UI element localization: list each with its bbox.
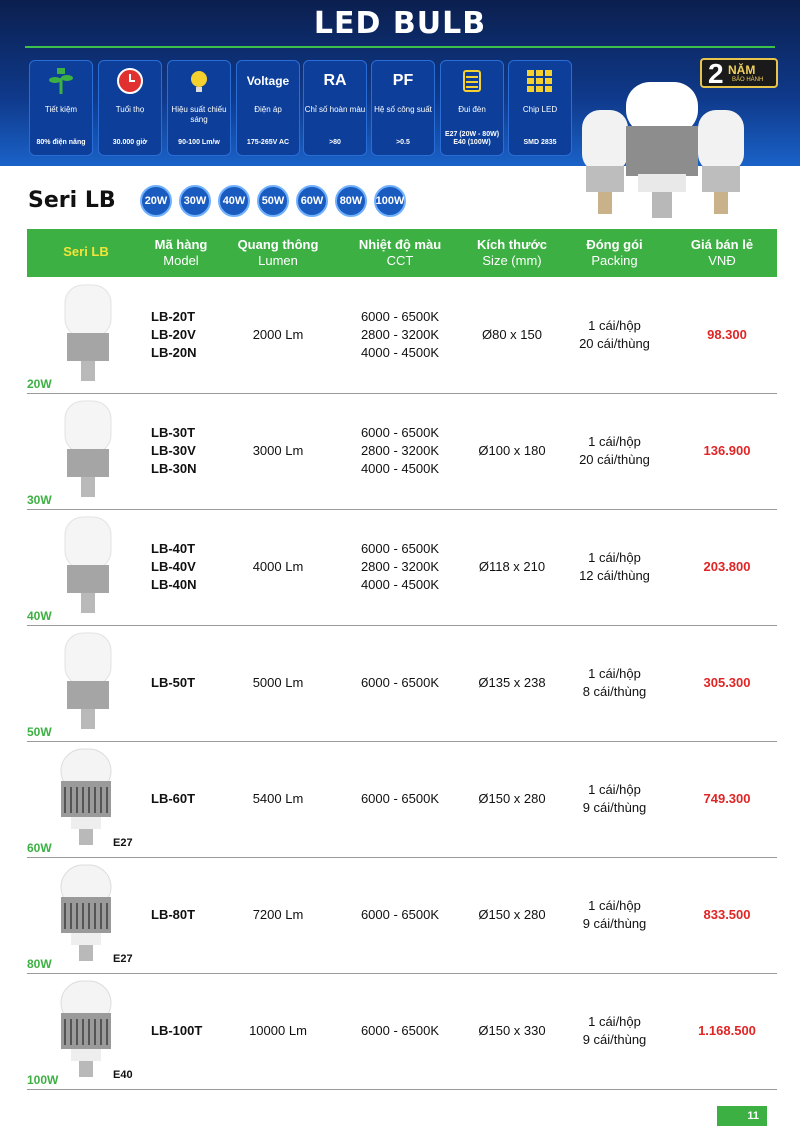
table-header <box>27 229 777 277</box>
price-cell: 1.168.500 <box>698 1023 756 1038</box>
feature-plant-plug <box>29 60 93 156</box>
cct-cell: 6000 - 6500K <box>360 791 440 806</box>
lumen-cell: 2000 Lm <box>252 327 304 342</box>
feature-pf <box>371 60 435 156</box>
table-row <box>27 625 777 742</box>
bulb-image <box>55 747 125 851</box>
col-header-size: Kích thước Size (mm) <box>477 237 547 268</box>
feature-value: >0.5 <box>396 139 410 146</box>
row-wattage-label: 100W <box>27 1073 59 1087</box>
table-row <box>27 277 777 394</box>
feature-label: Hiệu suất chiếu sáng <box>171 105 227 124</box>
feature-chip <box>508 60 572 156</box>
warranty-subtitle: BẢO HÀNH <box>732 77 764 83</box>
model-cell: LB-50T <box>151 675 196 690</box>
table-row <box>27 973 777 1090</box>
table-row <box>27 857 777 974</box>
row-wattage-label: 20W <box>27 377 52 391</box>
cct-cell: 6000 - 6500K 2800 - 3200K 4000 - 4500K <box>360 309 440 360</box>
lumen-cell: 5000 Lm <box>252 675 304 690</box>
pf-icon: PF <box>392 72 414 89</box>
bulb-image <box>55 631 125 735</box>
feature-bulb <box>167 60 231 156</box>
socket-base-label: E40 <box>113 1069 133 1081</box>
wattage-badge-60w: 60W <box>296 185 328 217</box>
page-number: 11 <box>717 1106 767 1126</box>
price-cell: 833.500 <box>703 907 751 922</box>
feature-label: Tiết kiệm <box>44 105 78 114</box>
size-cell: Ø150 x 330 <box>478 1023 546 1038</box>
feature-value: 30.000 giờ <box>112 139 148 146</box>
bulb-icon <box>168 61 230 101</box>
ra-icon: RA <box>323 72 347 89</box>
feature-value: >80 <box>329 139 341 146</box>
price-cell: 749.300 <box>703 791 751 806</box>
price-cell: 203.800 <box>703 559 751 574</box>
feature-value: 90-100 Lm/w <box>178 139 220 146</box>
model-cell: LB-30T LB-30V LB-30N <box>151 425 197 476</box>
size-cell: Ø135 x 238 <box>478 675 546 690</box>
cct-cell: 6000 - 6500K <box>360 675 440 690</box>
size-cell: Ø118 x 210 <box>478 559 546 574</box>
feature-value: SMD 2835 <box>523 139 557 146</box>
size-cell: Ø80 x 150 <box>482 327 542 342</box>
lumen-cell: 7200 Lm <box>252 907 304 922</box>
cct-cell: 6000 - 6500K 2800 - 3200K 4000 - 4500K <box>360 541 440 592</box>
price-cell: 305.300 <box>703 675 751 690</box>
warranty-number: 2 <box>708 58 724 89</box>
cct-cell: 6000 - 6500K <box>360 907 440 922</box>
cct-cell: 6000 - 6500K 2800 - 3200K 4000 - 4500K <box>360 425 440 476</box>
bulb-image <box>55 283 125 387</box>
page-title: LED BULB <box>313 6 487 41</box>
series-title: Seri LB <box>28 188 116 213</box>
warranty-title: NĂM <box>728 63 756 77</box>
chip-icon <box>509 61 571 101</box>
wattage-badge-40w: 40W <box>218 185 250 217</box>
col-header-cct: Nhiệt độ màu CCT <box>358 237 442 268</box>
price-cell: 98.300 <box>707 327 747 342</box>
wattage-badge-30w: 30W <box>179 185 211 217</box>
table-row <box>27 509 777 626</box>
row-wattage-label: 30W <box>27 493 52 507</box>
model-cell: LB-100T <box>151 1023 203 1038</box>
packing-cell: 1 cái/hộp 12 cái/thùng <box>579 550 650 583</box>
row-wattage-label: 40W <box>27 609 52 623</box>
col-header-packing: Đóng gói Packing <box>586 237 643 268</box>
feature-label: Đui đèn <box>458 105 486 114</box>
model-cell: LB-60T <box>151 791 196 806</box>
size-cell: Ø150 x 280 <box>478 907 546 922</box>
bulb-image <box>55 863 125 967</box>
feature-label: Chip LED <box>522 105 558 114</box>
feature-label: Điện áp <box>254 105 282 114</box>
wattage-badge-20w: 20W <box>140 185 172 217</box>
lumen-cell: 10000 Lm <box>249 1023 307 1038</box>
model-cell: LB-80T <box>151 907 196 922</box>
feature-value: 175-265V AC <box>246 139 290 146</box>
lumen-cell: 4000 Lm <box>252 559 304 574</box>
socket-base-label: E27 <box>113 953 133 965</box>
clock-icon <box>99 61 161 101</box>
row-wattage-label: 80W <box>27 957 52 971</box>
size-cell: Ø150 x 280 <box>478 791 546 806</box>
bulb-image <box>55 515 125 619</box>
socket-base-label: E27 <box>113 837 133 849</box>
feature-label: Chỉ số hoàn màu <box>304 105 366 114</box>
wattage-badge-80w: 80W <box>335 185 367 217</box>
table-row <box>27 393 777 510</box>
cct-cell: 6000 - 6500K <box>360 1023 440 1038</box>
size-cell: Ø100 x 180 <box>478 443 546 458</box>
table-row <box>27 741 777 858</box>
col-header-model: Mã hàng Model <box>154 237 208 268</box>
plant-plug-icon <box>30 61 92 101</box>
col-header-series: Seri LB <box>63 244 109 259</box>
header-banner <box>0 0 800 166</box>
feature-ra <box>303 60 367 156</box>
feature-label: Hệ số công suất <box>374 105 432 114</box>
feature-label: Tuổi thọ <box>115 105 145 114</box>
wattage-badge-50w: 50W <box>257 185 289 217</box>
bulb-image <box>55 399 125 503</box>
packing-cell: 1 cái/hộp 8 cái/thùng <box>582 666 647 699</box>
feature-value: E27 (20W - 80W) E40 (100W) <box>444 131 500 146</box>
packing-cell: 1 cái/hộp 9 cái/thùng <box>582 1014 647 1047</box>
wattage-badge-100w: 100W <box>374 185 406 217</box>
model-cell: LB-40T LB-40V LB-40N <box>151 541 197 592</box>
feature-socket <box>440 60 504 156</box>
lumen-cell: 5400 Lm <box>252 791 304 806</box>
col-header-lumen: Quang thông Lumen <box>237 237 319 268</box>
voltage-icon: Voltage <box>246 74 290 88</box>
bulb-image <box>55 979 125 1083</box>
model-cell: LB-20T LB-20V LB-20N <box>151 309 197 360</box>
row-wattage-label: 60W <box>27 841 52 855</box>
packing-cell: 1 cái/hộp 20 cái/thùng <box>579 434 650 467</box>
packing-cell: 1 cái/hộp 9 cái/thùng <box>582 898 647 931</box>
packing-cell: 1 cái/hộp 9 cái/thùng <box>582 782 647 815</box>
feature-clock <box>98 60 162 156</box>
bulb-group-image <box>578 78 753 223</box>
row-wattage-label: 50W <box>27 725 52 739</box>
feature-value: 80% điện năng <box>36 139 86 146</box>
header-divider <box>25 46 775 48</box>
socket-icon <box>441 61 503 101</box>
price-cell: 136.900 <box>703 443 751 458</box>
lumen-cell: 3000 Lm <box>252 443 304 458</box>
col-header-price: Giá bán lẻ VNĐ <box>690 237 754 268</box>
packing-cell: 1 cái/hộp 20 cái/thùng <box>579 318 650 351</box>
feature-voltage <box>236 60 300 156</box>
